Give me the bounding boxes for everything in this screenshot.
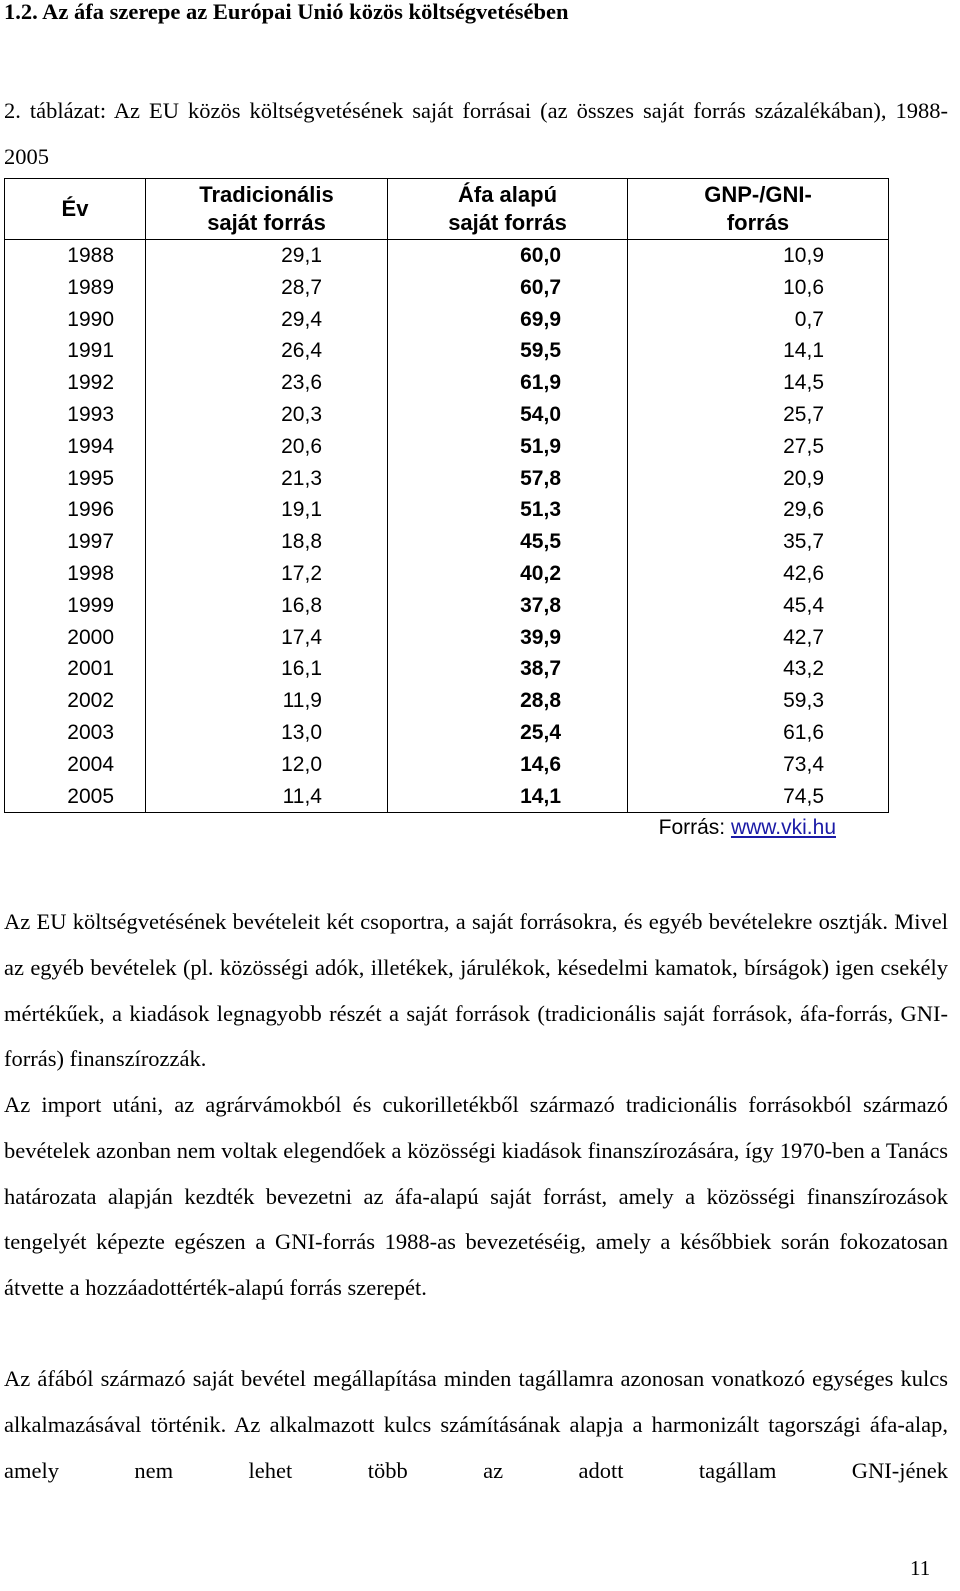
cell-traditional: 21,3: [146, 463, 388, 495]
cell-gni: 42,7: [628, 622, 889, 654]
cell-vat: 37,8: [388, 590, 628, 622]
table-row: [5, 717, 889, 749]
cell-gni: 45,4: [628, 590, 889, 622]
cell-traditional: 26,4: [146, 335, 388, 367]
header-traditional-line1: Tradicionális: [199, 182, 334, 207]
header-traditional-line2: saját forrás: [207, 210, 326, 235]
header-gni-line1: GNP-/GNI-: [704, 182, 812, 207]
table-body: [5, 240, 889, 813]
cell-year: 1994: [5, 431, 146, 463]
table-row: [5, 653, 889, 685]
cell-year: 1999: [5, 590, 146, 622]
cell-traditional: 20,3: [146, 399, 388, 431]
header-vat-line1: Áfa alapú: [457, 182, 558, 207]
cell-vat: 39,9: [388, 622, 628, 654]
cell-vat: 14,6: [388, 749, 628, 781]
table-row: [5, 590, 889, 622]
cell-traditional: 16,1: [146, 653, 388, 685]
cell-gni: 25,7: [628, 399, 889, 431]
cell-traditional: 29,4: [146, 304, 388, 336]
cell-gni: 74,5: [628, 781, 889, 813]
cell-gni: 10,9: [628, 240, 889, 272]
table-row: [5, 526, 889, 558]
cell-vat: 45,5: [388, 526, 628, 558]
column-header-gni: [628, 179, 889, 240]
source-label: Forrás:: [658, 816, 731, 839]
cell-vat: 40,2: [388, 558, 628, 590]
header-vat-line2: saját forrás: [448, 210, 567, 235]
cell-gni: 61,6: [628, 717, 889, 749]
cell-vat: 60,0: [388, 240, 628, 272]
cell-traditional: 13,0: [146, 717, 388, 749]
cell-year: 1989: [5, 272, 146, 304]
table-row: [5, 622, 889, 654]
cell-gni: 73,4: [628, 749, 889, 781]
page-number: 11: [910, 1556, 931, 1580]
cell-vat: 60,7: [388, 272, 628, 304]
cell-traditional: 29,1: [146, 240, 388, 272]
cell-vat: 38,7: [388, 653, 628, 685]
table-row: [5, 685, 889, 717]
cell-gni: 59,3: [628, 685, 889, 717]
cell-year: 1992: [5, 367, 146, 399]
cell-year: 2005: [5, 781, 146, 813]
cell-gni: 20,9: [628, 463, 889, 495]
cell-year: 2002: [5, 685, 146, 717]
cell-year: 1990: [5, 304, 146, 336]
table-row: [5, 367, 889, 399]
cell-traditional: 17,4: [146, 622, 388, 654]
table-row: [5, 463, 889, 495]
cell-gni: 14,1: [628, 335, 889, 367]
section-heading: 1.2. Az áfa szerepe az Európai Unió közös költségvetésében: [4, 0, 569, 24]
paragraph-1: Az EU költségvetésének bevételeit két csoportra, a saját forrásokra, és egyéb bevételekre osztják. Mivel az egyéb bevételek (pl. közösségi adók, illetékek, járulékok, késedelmi kamatok, bírságok) igen csekély mértékűek, a kiadások legnagyobb részét a saját források (tradicionális saját források, áfa-forrás, GNI-forrás) finanszírozzák.: [4, 909, 948, 1072]
cell-vat: 14,1: [388, 781, 628, 813]
table-row: [5, 335, 889, 367]
cell-gni: 14,5: [628, 367, 889, 399]
cell-traditional: 20,6: [146, 431, 388, 463]
table-row: [5, 240, 889, 272]
table-row: [5, 399, 889, 431]
cell-year: 2004: [5, 749, 146, 781]
table-row: [5, 272, 889, 304]
header-gni-line2: forrás: [726, 210, 790, 235]
cell-traditional: 16,8: [146, 590, 388, 622]
cell-gni: 42,6: [628, 558, 889, 590]
own-resources-table: [4, 178, 889, 813]
cell-year: 2000: [5, 622, 146, 654]
cell-year: 1998: [5, 558, 146, 590]
table-header-row: [5, 179, 889, 240]
cell-traditional: 23,6: [146, 367, 388, 399]
cell-vat: 57,8: [388, 463, 628, 495]
cell-vat: 59,5: [388, 335, 628, 367]
cell-gni: 29,6: [628, 494, 889, 526]
cell-year: 1993: [5, 399, 146, 431]
header-year-label: Év: [61, 196, 89, 221]
cell-vat: 69,9: [388, 304, 628, 336]
table-row: [5, 749, 889, 781]
table-row: [5, 304, 889, 336]
paragraph-2: Az import utáni, az agrárvámokból és cukorilletékből származó tradicionális forrásokból származó bevételek azonban nem voltak elegendőek a közösségi kiadások finanszírozására, így 1970-ben a Tanács határozata alapján kezdték bevezetni az áfa-alapú saját forrást, amely a közösségi finanszírozások tengelyét képezte egészen a GNI-forrás 1988-as bevezetéséig, amely a későbbiek során fokozatosan átvette a hozzáadottérték-alapú forrás szerepét.: [4, 1092, 948, 1301]
cell-gni: 43,2: [628, 653, 889, 685]
source-link[interactable]: www.vki.hu: [730, 816, 836, 839]
cell-vat: 25,4: [388, 717, 628, 749]
cell-traditional: 12,0: [146, 749, 388, 781]
table-row: [5, 781, 889, 813]
cell-vat: 28,8: [388, 685, 628, 717]
cell-vat: 61,9: [388, 367, 628, 399]
cell-gni: 35,7: [628, 526, 889, 558]
cell-vat: 54,0: [388, 399, 628, 431]
cell-year: 1996: [5, 494, 146, 526]
cell-year: 2001: [5, 653, 146, 685]
cell-year: 1995: [5, 463, 146, 495]
paragraph-3: Az áfából származó saját bevétel megállapítása minden tagállamra azonosan vonatkozó egységes kulcs alkalmazásával történik. Az alkalmazott kulcs számításának alapja a harmonizált tagországi áfa-alap, amely nem lehet több az adott tagállam GNI-jének: [4, 1366, 948, 1483]
cell-year: 1988: [5, 240, 146, 272]
table-row: [5, 431, 889, 463]
cell-traditional: 28,7: [146, 272, 388, 304]
column-header-year: [5, 179, 146, 240]
table-source: [520, 816, 836, 840]
cell-traditional: 11,4: [146, 781, 388, 813]
cell-traditional: 18,8: [146, 526, 388, 558]
cell-year: 2003: [5, 717, 146, 749]
cell-gni: 27,5: [628, 431, 889, 463]
cell-traditional: 17,2: [146, 558, 388, 590]
cell-year: 1991: [5, 335, 146, 367]
cell-gni: 0,7: [628, 304, 889, 336]
cell-year: 1997: [5, 526, 146, 558]
table-caption: 2. táblázat: Az EU közös költségvetésének saját forrásai (az összes saját forrás százalékában), 1988-2005: [4, 98, 948, 169]
column-header-vat: [388, 179, 628, 240]
column-header-traditional: [146, 179, 388, 240]
cell-traditional: 11,9: [146, 685, 388, 717]
table-row: [5, 558, 889, 590]
cell-traditional: 19,1: [146, 494, 388, 526]
table-row: [5, 494, 889, 526]
cell-vat: 51,9: [388, 431, 628, 463]
cell-gni: 10,6: [628, 272, 889, 304]
cell-vat: 51,3: [388, 494, 628, 526]
